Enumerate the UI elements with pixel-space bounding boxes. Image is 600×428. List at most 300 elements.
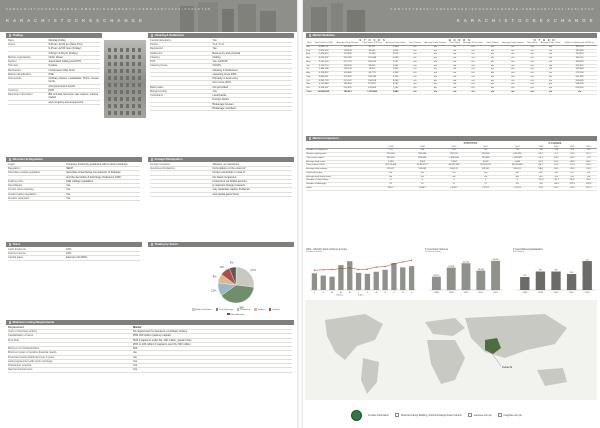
- stats-cell: n/a: [448, 79, 461, 83]
- foreign-title: Foreign Participation: [154, 156, 183, 161]
- x-tick-label: M: [331, 291, 333, 294]
- comparison-cell: Number of new listings: [306, 179, 375, 183]
- comparison-cell: Number of delistings: [306, 183, 375, 187]
- heading-marker: [151, 34, 153, 37]
- x-tick-label: M: [348, 291, 351, 294]
- stats-cell: n/a: [485, 49, 500, 53]
- structure-section: [6, 157, 142, 202]
- stats-cell: 445,112: [562, 57, 597, 61]
- comparison-cell: 6: [407, 179, 439, 183]
- comparison-cell: n/a: [580, 171, 597, 175]
- stats-col-header: Total Value (PKR m): [362, 42, 382, 45]
- stats-total-cell: n/a: [562, 90, 597, 94]
- stats-cell: n/a: [448, 68, 461, 72]
- clearing-row-value: form since 2001: [212, 81, 231, 85]
- comparison-cell: 747: [470, 149, 502, 153]
- bar: [447, 267, 456, 289]
- x-tick-label: 1998: [522, 291, 528, 294]
- stats-cell: 138,029: [335, 49, 361, 53]
- five-year-volume-chart: [425, 254, 505, 296]
- building-window: [114, 69, 117, 73]
- stats-cell: 614,320: [562, 87, 597, 91]
- stats-cell: n/a: [407, 57, 422, 61]
- heading-marker: [9, 34, 11, 37]
- comparison-cell: 779: [375, 149, 407, 153]
- comparison-cell: 1,520.7: [438, 186, 470, 190]
- stats-cell: n/a: [461, 72, 484, 76]
- structure-rows: [6, 162, 142, 202]
- stats-cell: n/a: [423, 83, 449, 87]
- comparison-cell: 80.0: [580, 160, 597, 164]
- foreign-row-key: [150, 176, 212, 179]
- stats-cell: n/a: [539, 45, 562, 49]
- comparison-cell: 82,022: [375, 168, 407, 172]
- comparison-cell: -28.0: [564, 168, 580, 172]
- map-africa: [427, 340, 465, 384]
- building-window: [138, 55, 141, 59]
- stats-col-header: Total Volume: [486, 42, 499, 45]
- contact-email-text[interactable]: kse@kse.com.pk: [503, 413, 522, 417]
- comparison-cell: -16.3: [564, 186, 580, 190]
- stats-cell: n/a: [407, 49, 422, 53]
- stats-cell: 94,770: [360, 72, 383, 76]
- comparison-cell: 44,249,850: [501, 164, 533, 168]
- building-window: [120, 111, 123, 115]
- index-point: [340, 267, 341, 268]
- minimum_listing-row-value: 25% or 100 million if capital is over Rs. 500 million: [132, 342, 191, 346]
- stats-cell: n/a: [485, 45, 500, 49]
- x-tick-label: 2001: [478, 291, 484, 294]
- stats-cell: 91,271: [360, 45, 383, 49]
- stats-cell: 6,282: [384, 83, 407, 87]
- trading-row-key: [8, 85, 48, 88]
- index-point: [331, 268, 332, 269]
- stats-cell: 237,779: [335, 60, 361, 64]
- stats-cell: n/a: [448, 45, 461, 49]
- karachi-label: Karachi: [502, 365, 513, 369]
- stats-cell: 216,925: [335, 87, 361, 91]
- building-window: [114, 83, 117, 87]
- stats-cell: n/a: [423, 49, 449, 53]
- listing-header-requirement: Requirement: [8, 326, 24, 329]
- building-window: [126, 104, 129, 108]
- clearing-row-value: Book entry and physical: [212, 51, 241, 55]
- comparison-cell: 339,250: [470, 153, 502, 157]
- comparison-cell: 8: [375, 179, 407, 183]
- stats-cell: n/a: [485, 60, 500, 64]
- stats-total-cell: n/a: [485, 90, 500, 94]
- comparison-cell: 858,405: [407, 156, 439, 160]
- comparison-cell: 118,141: [470, 168, 502, 172]
- building-window: [108, 69, 111, 73]
- stats-cell: 5,231,144: [312, 60, 334, 64]
- stats-cell: n/a: [461, 53, 484, 57]
- index-point: [323, 269, 324, 270]
- comparison-cell: n/a: [533, 171, 549, 175]
- comparison-col-header: 2001: [470, 146, 502, 149]
- group-bonds: B O N D S: [448, 38, 471, 42]
- comparison-cell: Number of companies: [306, 149, 375, 153]
- stats-cell: n/a: [539, 53, 562, 57]
- globe-icon: [351, 410, 362, 421]
- cap-chart-section: [513, 248, 597, 298]
- legend-label: Cement: [272, 309, 280, 312]
- building-window: [132, 48, 135, 52]
- stats-total-cell: 1,332,802: [360, 90, 383, 94]
- left-page: [0, 0, 297, 428]
- clearing-row-value: Yes: [212, 39, 217, 42]
- clearing-row-key: Central depository: [150, 39, 172, 42]
- stats-cell: n/a: [448, 49, 461, 53]
- foreign-row-value: and capital gains freely: [212, 192, 239, 196]
- stats-cell: 2,622,553: [312, 49, 334, 53]
- stats-cell: 175,429: [335, 75, 361, 79]
- stats-cell: n/a: [526, 72, 539, 76]
- comparison-cell: n/a: [501, 171, 533, 175]
- structure-row-value: Yes: [66, 188, 71, 192]
- trading-row: [8, 101, 100, 105]
- group-other: O T H E R: [533, 38, 556, 42]
- minimum_listing-row-key: Listing agreement with stock exchange: [8, 359, 53, 363]
- stats-cell: 479,204: [562, 72, 597, 76]
- comparison-cell: n/a: [501, 175, 533, 179]
- stats-cell: 132,848: [360, 57, 383, 61]
- heading-marker: [151, 243, 153, 246]
- minimum_listing-row-key: Capitalisation of issue: [8, 334, 34, 338]
- bar-value-label: 392: [538, 269, 542, 272]
- stats-cell: n/a: [448, 87, 461, 91]
- structure-row-key: Trading rules: [8, 179, 24, 183]
- trading-row-key: Hours: [8, 43, 15, 47]
- stats-cell: n/a: [539, 87, 562, 91]
- stats-cell: Feb: [306, 49, 312, 53]
- minimum_listing-row-key: [8, 343, 133, 346]
- clearing-row-key: Settlement: [150, 51, 163, 55]
- legend-item: [269, 308, 280, 312]
- legend-label: Textiles: [257, 309, 265, 312]
- stats-cell: 3,038,771: [312, 45, 334, 49]
- x-tick-label: D: [410, 291, 413, 294]
- building-window: [108, 48, 111, 52]
- comparison-col-header: 2000: [549, 146, 565, 149]
- comparison-cell: 1,332,802: [501, 156, 533, 160]
- legend-label: Fuel & Energy: [219, 309, 234, 312]
- bar: [491, 260, 500, 289]
- comparison-cell: 752,840: [470, 156, 502, 160]
- building-window: [132, 104, 135, 108]
- structure-title: Structure & Regulation: [12, 156, 44, 161]
- stats-cell: 560,418: [562, 79, 597, 83]
- taxes-row-value: 10%: [66, 252, 72, 256]
- index-point: [393, 263, 394, 264]
- building-window: [132, 97, 135, 101]
- stats-cell: 501,382: [562, 75, 597, 79]
- comparison-cell: -2.0: [564, 149, 580, 153]
- stats-cell: n/a: [423, 75, 449, 79]
- stats-cell: n/a: [448, 64, 461, 68]
- stats-cell: n/a: [526, 45, 539, 49]
- stats-cell: n/a: [485, 83, 500, 87]
- x-tick-label: 2000: [553, 291, 559, 294]
- x-tick-label: 1999: [537, 291, 543, 294]
- heading-marker: [9, 158, 11, 161]
- comparison-cell: 164,137: [438, 168, 470, 172]
- clearing-row-key: Period: [150, 43, 158, 47]
- comparison-sub-stats: STATISTICS: [463, 142, 478, 145]
- web-icon: [468, 413, 472, 417]
- x-tick-label: 1998: [433, 291, 439, 294]
- stats-cell: n/a: [423, 87, 449, 91]
- stats-cell: n/a: [539, 79, 562, 83]
- stats-cell: 108,236: [360, 75, 383, 79]
- building-window: [114, 104, 117, 108]
- stats-cell: 80,441: [360, 49, 383, 53]
- stats-cell: n/a: [526, 57, 539, 61]
- building-window: [108, 104, 111, 108]
- email-icon: [498, 413, 502, 417]
- sector-chart: [186, 263, 286, 315]
- contact-web-text[interactable]: www.kse.com.pk: [473, 413, 492, 417]
- comparison-cell: n/a: [549, 175, 565, 179]
- x-tick-label: 2002: [584, 291, 590, 294]
- comparison-col-header: 2001: [564, 146, 580, 149]
- foreign-row-key: [150, 184, 212, 187]
- structure-row-key: On-line price reporting: [8, 188, 34, 192]
- stats-cell: n/a: [526, 49, 539, 53]
- building-window: [108, 62, 111, 66]
- comparison-cell: -27.4: [564, 164, 580, 168]
- bar-value-label: 392: [554, 269, 558, 272]
- comparison-col-header: 2002: [501, 146, 533, 149]
- index-point: [349, 267, 350, 268]
- comparison-cell: -25.0: [533, 179, 549, 183]
- stats-cell: n/a: [423, 64, 449, 68]
- map-asia: [465, 314, 567, 358]
- stats-cell: n/a: [407, 53, 422, 57]
- comparison-cell: 138,442: [407, 168, 439, 172]
- stats-total-cell: n/a: [448, 90, 461, 94]
- stats-cell: 468,903: [562, 60, 597, 64]
- comparison-cell: -46.5: [564, 156, 580, 160]
- comparison-cell: 112.2: [580, 186, 597, 190]
- comparison-cell: 18.6: [549, 168, 565, 172]
- stats-cell: n/a: [500, 83, 526, 87]
- building-icon: [395, 413, 399, 417]
- clearing-row-value: Local banks: [212, 94, 227, 98]
- sector-pie-chart: [186, 261, 286, 310]
- stats-cell: 4,233: [384, 49, 407, 53]
- building-window: [126, 90, 129, 94]
- pie-slice-label: 27%: [250, 268, 256, 272]
- stats-cell: n/a: [461, 83, 484, 87]
- foreign-row-key: [150, 171, 212, 174]
- comparison-cell: 765: [407, 149, 439, 153]
- stats-cell: 7,291: [384, 60, 407, 64]
- building-window: [108, 90, 111, 94]
- taxes-section: [6, 242, 142, 262]
- comparison-cell: -4.8: [533, 183, 549, 187]
- comparison-row: [306, 186, 597, 190]
- minimum_listing-row-key: Years of business activity: [8, 330, 38, 334]
- stats-col-header: Average Daily Value: [540, 42, 561, 45]
- comparison-cell: n/a: [564, 171, 580, 175]
- listing-rows: [6, 325, 294, 374]
- stats-cell: n/a: [423, 72, 449, 76]
- stats-cell: n/a: [407, 64, 422, 68]
- stats-cell: n/a: [526, 75, 539, 79]
- comparison-cell: n/a: [533, 175, 549, 179]
- map-north-america: [325, 314, 383, 360]
- bar: [400, 267, 405, 290]
- building-window: [138, 62, 141, 66]
- contact-email[interactable]: [498, 413, 522, 417]
- minimum_listing-row-key: Special requirements: [8, 368, 33, 372]
- building-window: [138, 76, 141, 80]
- stats-col-header: Average Daily Volume: [335, 42, 361, 45]
- stats-col-header: Total Value: [526, 42, 538, 45]
- building-window: [138, 97, 141, 101]
- contact-label: Contact Information: [368, 413, 389, 417]
- pie-slice-label: 6%: [229, 261, 234, 265]
- minimum_listing-row-value: 50% if capital is under Rs. 200 million, greater than: [132, 338, 192, 342]
- bar: [536, 271, 545, 289]
- five-year-chart-title: 5 Year Stock Volumes: [425, 248, 449, 251]
- stats-cell: n/a: [526, 53, 539, 57]
- comparison-cell: 20: [407, 183, 439, 187]
- stats-cell: n/a: [461, 60, 484, 64]
- index-point: [367, 268, 368, 269]
- header-band-right: [303, 0, 600, 32]
- stats-cell: n/a: [500, 68, 526, 72]
- building-window: [114, 111, 117, 115]
- index-line: [314, 260, 411, 270]
- stats-cell: n/a: [526, 79, 539, 83]
- clearing-rows: [148, 38, 294, 112]
- comparison-cell: Index: [306, 186, 375, 190]
- heading-marker: [309, 137, 311, 140]
- stats-cell: n/a: [461, 64, 484, 68]
- heading-marker: [151, 158, 153, 161]
- minimum_listing-row: [8, 368, 292, 372]
- building-window: [138, 69, 141, 73]
- stats-cell: n/a: [539, 68, 562, 72]
- comparison-cell: n/a: [564, 175, 580, 179]
- minimum_listing-row-value: Yes: [132, 368, 138, 372]
- stats-cell: 4,266: [384, 64, 407, 68]
- stats-cell: 4,115,884: [312, 83, 334, 87]
- five-year-chart-subtitle: (Volume in million): [425, 251, 442, 253]
- stats-cell: n/a: [485, 87, 500, 91]
- stats-cell: n/a: [526, 64, 539, 68]
- listing-section: [6, 320, 294, 374]
- trading-row-key: Instruments: [8, 77, 22, 81]
- trading-row-key: Tick size: [8, 64, 18, 68]
- contact-web[interactable]: [468, 413, 492, 417]
- comparison-cell: -1.8: [533, 149, 549, 153]
- trading-row-key: Real time information: [8, 93, 33, 97]
- minimum_listing-row-value: PKR 200 million (paid-up capital): [132, 334, 171, 338]
- stats-total-cell: n/a: [423, 90, 449, 94]
- stats-total-cell: n/a: [526, 90, 539, 94]
- legend-label: Chemicals: [240, 309, 251, 312]
- stats-col-header: 2002: [306, 42, 312, 45]
- building-window: [114, 62, 117, 66]
- stats-cell: 394,566: [562, 49, 597, 53]
- legend-item: [227, 313, 244, 317]
- stats-cell: n/a: [500, 79, 526, 83]
- bar: [462, 260, 471, 290]
- foreign-row-key: Foreign investors: [150, 163, 170, 166]
- foreign-row-key: [150, 180, 212, 183]
- stats-cell: n/a: [423, 68, 449, 72]
- stats-cell: n/a: [423, 53, 449, 57]
- trading-row-value: 2:00 pm-3:00 pm (Friday): [48, 51, 78, 55]
- legend-label: Banks & Finance: [195, 309, 212, 312]
- stats-cell: Nov: [306, 83, 312, 87]
- stats-cell: Jul: [306, 68, 312, 72]
- minimum_listing-row-value: No requirement for issuance of ordinary shares: [132, 330, 188, 334]
- skyline-image-right: [303, 0, 600, 32]
- building-window: [120, 83, 123, 87]
- sector-section: [148, 242, 294, 247]
- bar-value-label: 29,418: [477, 268, 484, 271]
- taxes-row-value: 10%: [66, 248, 72, 251]
- clearing-row-key: [150, 73, 212, 76]
- trading-row: [8, 77, 100, 84]
- trading-row-key: [8, 101, 48, 104]
- stats-title: Market Statistics: [312, 32, 335, 37]
- pie-slice-label: 12%: [211, 289, 217, 293]
- comparison-cell: 0.1: [549, 153, 565, 157]
- stats-cell: n/a: [461, 49, 484, 53]
- stats-cell: n/a: [526, 68, 539, 72]
- comparison-section: [306, 136, 597, 191]
- comparison-cell: 21: [375, 183, 407, 187]
- stats-cell: n/a: [448, 53, 461, 57]
- stats-cell: n/a: [461, 45, 484, 49]
- x-tick-label: 2001: [569, 291, 575, 294]
- clearing-row-value: Primarily in book entry: [212, 77, 239, 81]
- stats-cell: n/a: [539, 83, 562, 87]
- sector-legend: [186, 308, 286, 316]
- stats-cell: 131,927: [360, 83, 383, 87]
- structure-row: [8, 197, 140, 201]
- taxes-row-key: Capital gains: [8, 256, 23, 260]
- comparison-cell: 29,418,221: [470, 164, 502, 168]
- comparison-cell: 52.9: [580, 168, 597, 172]
- x-tick-label: A: [375, 291, 377, 294]
- structure-row-value: Yes: [66, 192, 71, 196]
- comparison-cell: 3,502: [407, 160, 439, 164]
- comparison-cell: 1,406,440: [438, 156, 470, 160]
- comparison-cell: n/a: [438, 171, 470, 175]
- building-window: [120, 76, 123, 80]
- taxes-rows: [6, 247, 142, 262]
- stats-cell: n/a: [407, 45, 422, 49]
- taxes-row: [8, 256, 140, 260]
- comparison-cell: Average daily volume: [306, 168, 375, 172]
- monthly-volume-chart: [306, 254, 418, 296]
- comparison-cell: 63.8: [549, 156, 565, 160]
- building-window: [132, 76, 135, 80]
- structure-row-value: SECP: [66, 167, 74, 171]
- stats-cell: n/a: [500, 60, 526, 64]
- stats-cell: 6,548: [384, 79, 407, 83]
- stats-total-cell: n/a: [407, 90, 422, 94]
- clearing-row-key: Clearing house: [150, 64, 168, 68]
- comparison-cell: 129.4: [580, 183, 597, 187]
- building-window: [132, 111, 135, 115]
